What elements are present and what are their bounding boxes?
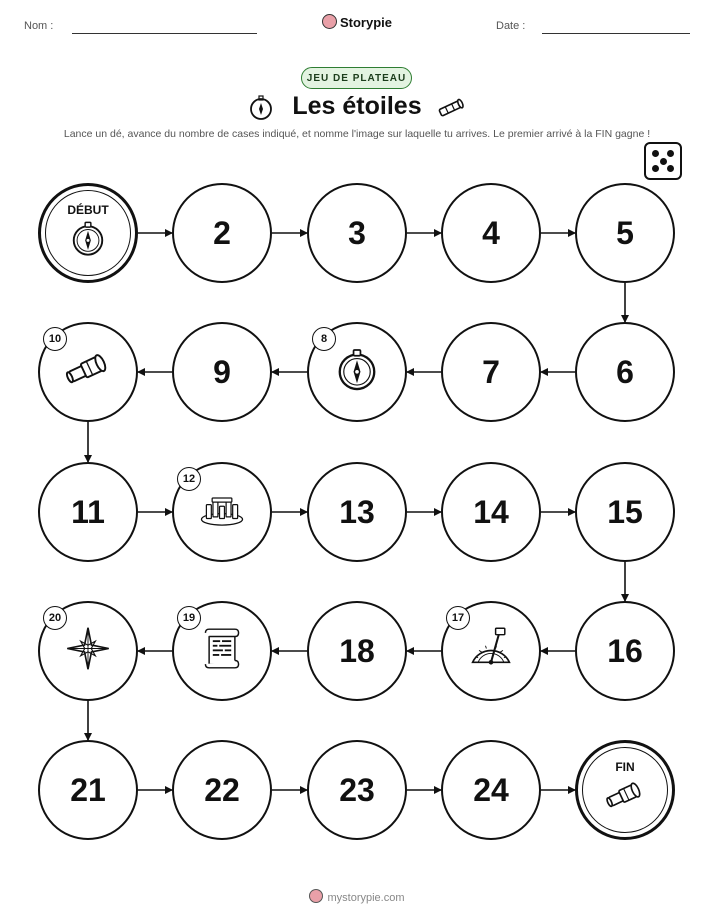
space-number-badge: 8 bbox=[312, 327, 336, 351]
board-space-6 bbox=[575, 322, 675, 422]
star-icon bbox=[65, 626, 111, 677]
finish-label: FIN bbox=[615, 760, 635, 774]
footer-logo-icon bbox=[309, 889, 323, 903]
date-label: Date : bbox=[496, 20, 526, 32]
board-space-4 bbox=[441, 183, 541, 283]
board-space-16 bbox=[575, 601, 675, 701]
space-number: 24 bbox=[473, 771, 509, 808]
space-number: 21 bbox=[70, 771, 106, 808]
board-space-5 bbox=[575, 183, 675, 283]
board-space-19 bbox=[172, 601, 272, 701]
space-number: 6 bbox=[616, 353, 634, 390]
board-space-23 bbox=[307, 740, 407, 840]
space-number-badge: 12 bbox=[177, 467, 201, 491]
compass-icon bbox=[69, 219, 107, 262]
board-space-13 bbox=[307, 462, 407, 562]
board-space-10 bbox=[38, 322, 138, 422]
space-number: 5 bbox=[616, 214, 634, 251]
space-number: 3 bbox=[348, 214, 366, 251]
space-number: 11 bbox=[71, 493, 105, 530]
board-space-14 bbox=[441, 462, 541, 562]
space-number: 22 bbox=[204, 771, 240, 808]
telescope-icon bbox=[602, 779, 648, 816]
finish-space bbox=[575, 740, 675, 840]
board-space-21 bbox=[38, 740, 138, 840]
space-number-badge: 17 bbox=[446, 606, 470, 630]
space-number: 4 bbox=[482, 214, 500, 251]
board-space-15 bbox=[575, 462, 675, 562]
space-number: 23 bbox=[339, 771, 375, 808]
space-number: 7 bbox=[482, 353, 500, 390]
space-number: 9 bbox=[213, 353, 231, 390]
board-space-9 bbox=[172, 322, 272, 422]
sextant-icon bbox=[468, 626, 514, 677]
stonehenge-icon bbox=[199, 492, 245, 532]
instructions: Lance un dé, avance du nombre de cases indiqué, et nomme l'image sur laquelle tu arrives. Le premier arrivé à la FIN gagne ! bbox=[63, 128, 651, 140]
space-number-badge: 10 bbox=[43, 327, 67, 351]
footer-url[interactable]: mystorypie.com bbox=[327, 892, 405, 904]
telescope-icon bbox=[61, 351, 115, 394]
space-number: 13 bbox=[339, 493, 375, 530]
compass-icon bbox=[334, 347, 380, 398]
space-number: 2 bbox=[213, 214, 231, 251]
board-space-24 bbox=[441, 740, 541, 840]
footer bbox=[0, 889, 714, 904]
board-space-11 bbox=[38, 462, 138, 562]
board-space-3 bbox=[307, 183, 407, 283]
space-number-badge: 19 bbox=[177, 606, 201, 630]
board-space-12 bbox=[172, 462, 272, 562]
start-label: DÉBUT bbox=[67, 203, 109, 217]
board-space-7 bbox=[441, 322, 541, 422]
start-space bbox=[38, 183, 138, 283]
space-number-badge: 20 bbox=[43, 606, 67, 630]
space-number: 16 bbox=[607, 632, 643, 669]
star-chart-scroll-icon bbox=[199, 626, 245, 677]
board-space-8 bbox=[307, 322, 407, 422]
space-number: 18 bbox=[339, 632, 375, 669]
board-space-18 bbox=[307, 601, 407, 701]
page-title: Les étoiles bbox=[292, 92, 422, 120]
board-space-17 bbox=[441, 601, 541, 701]
space-number: 15 bbox=[607, 493, 643, 530]
board-space-2 bbox=[172, 183, 272, 283]
space-number: 14 bbox=[473, 493, 509, 530]
board-space-20 bbox=[38, 601, 138, 701]
game-type-tag: JEU DE PLATEAU bbox=[301, 67, 412, 89]
name-label: Nom : bbox=[24, 20, 54, 32]
board-space-22 bbox=[172, 740, 272, 840]
brand-name: Storypie bbox=[339, 15, 392, 30]
